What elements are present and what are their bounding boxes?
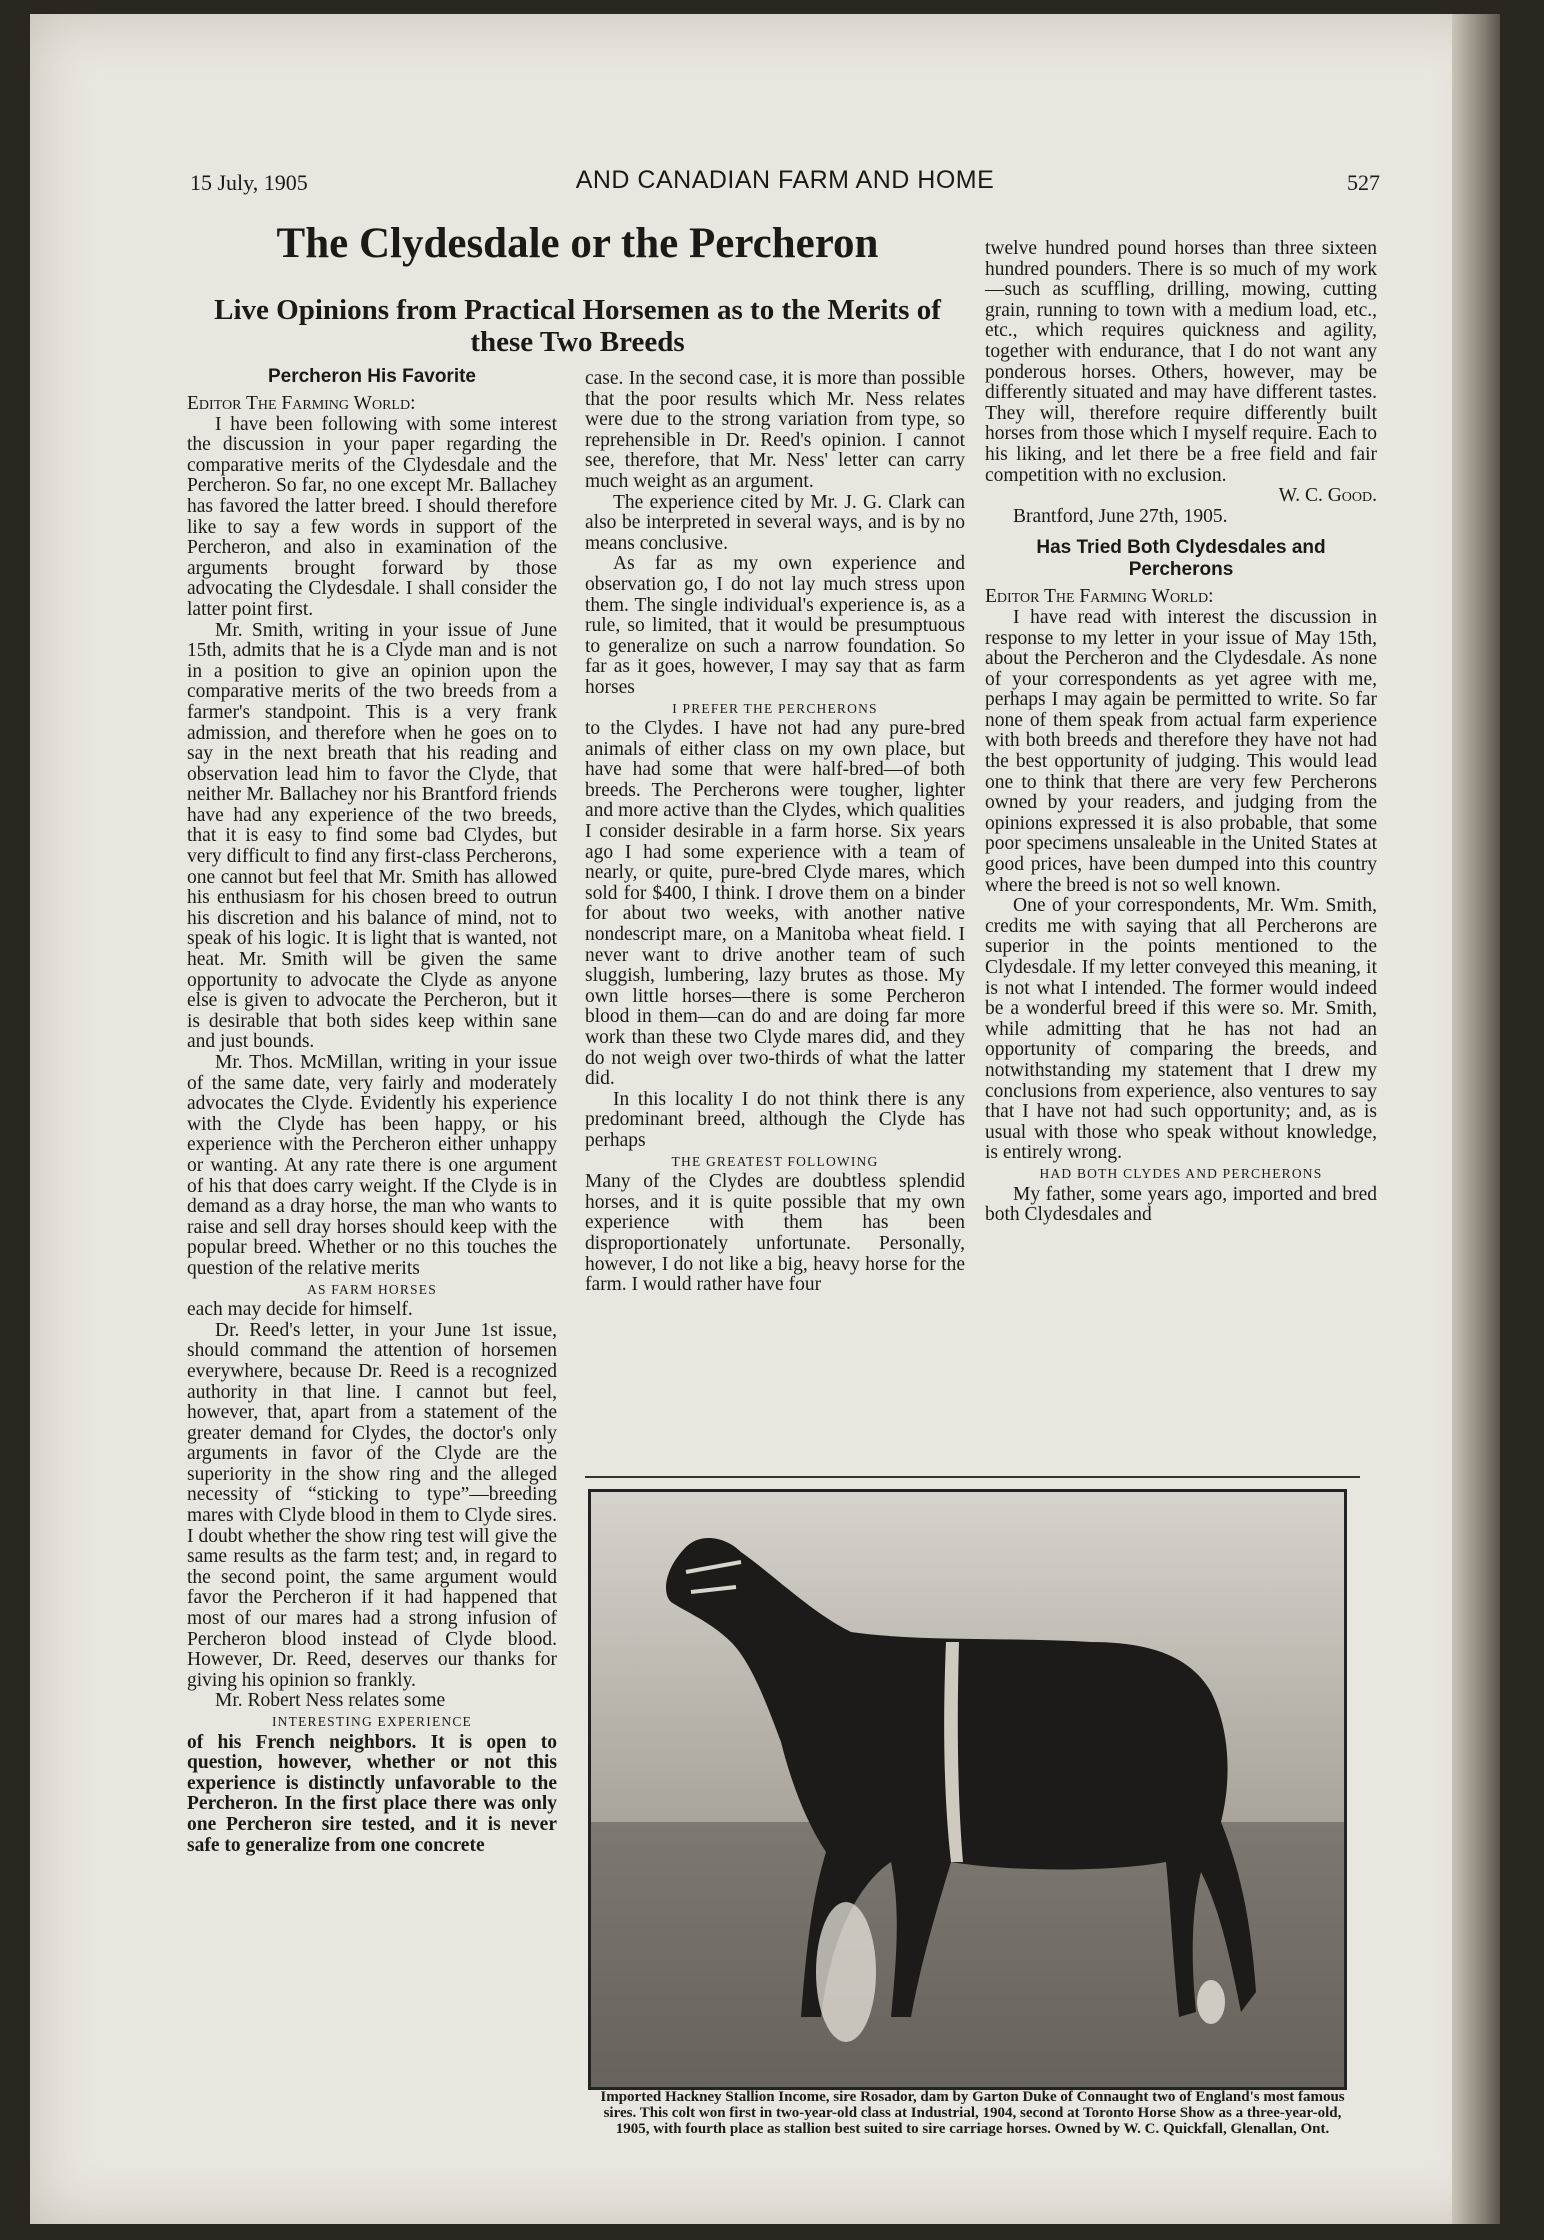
paragraph: of his French neighbors. It is open to question, however, whether or not this experience is distinctly unfavorable to the Percheron. In the first place there was only one Percheron sire tested, and it is never safe to generalize from one concrete [187,1731,557,1856]
paragraph: Mr. Smith, writing in your issue of June 15th, admits that he is a Clyde man and is not in a position to give an opinion upon the comparative merits of the two breeds from a farmer's standpoint. This is a very frank admission, and therefore when he goes on to say in the next breath that his reading and observation lead him to favor the Clyde, that neither Mr. Ballachey nor his Brantford friends have had any experience of the two breeds, that it is easy to find some bad Clydes, but very difficult to find any first-class Percherons, one cannot but feel that Mr. Smith has allowed his enthusiasm for his chosen breed to outrun his discretion and his balance of mind, not to speak of his logic. It is light that is wanted, not heat. Mr. Smith will be given the same opportunity to advocate the Clyde as anyone else is given to advocate the Percheron, but it is desirable that both sides keep within sane and just bounds. [187,619,557,1053]
letter1-editor-salutation: Editor The Farming World: [187,393,416,414]
column-3 [985,239,1377,1226]
letter2-heading: Has Tried Both Clydesdales and Percherons [1036,537,1326,581]
caps-subheading: THE GREATEST FOLLOWING [671,1153,879,1169]
paragraph: Mr. Thos. McMillan, writing in your issue of the same date, very fairly and moderately advocates the Clyde. Evidently his experience with the Clyde has been happy, or his experience with the Percheron either unhappy or wanting. At any rate there is one argument of his that does carry weight. If the Clyde is in demand as a dray horse, the man who wants to raise and sell dray horses should keep with the popular breed. Whether or no this touches the question of the relative merits [187,1052,557,1279]
letter1-heading: Percheron His Favorite [267,366,477,387]
horse-photograph [588,1489,1347,2090]
article-subtitle: Live Opinions from Practical Horsemen as to the Merits of these Two Breeds [214,294,941,358]
paragraph: One of your correspondents, Mr. Wm. Smith, credits me with saying that all Percherons are superior in the points mentioned to the Clydesdale. If my letter conveyed this meaning, it is not what I intended. The former would indeed be a wonderful breed if this were so. Mr. Smith, while admitting that he has not had an opportunity of comparing the breeds, and notwithstanding my statement that I drew my conclusions from experience, also ventures to say that I have not had such opportunity; and, as is usual with those who speak without knowledge, is entirely wrong. [985,895,1377,1164]
paragraph: Dr. Reed's letter, in your June 1st issue, should command the attention of horsemen everywhere, because Dr. Reed is a recognized authority in that line. I cannot but feel, however, that, apart from a statement of the greater demand for Clydes, the doctor's only arguments in favor of the Clyde are the superiority in the show ring and the alleged necessity of “sticking to type”—breeding mares with Clyde blood in them to Clyde sires. I doubt whether the show ring test will give the same results as the farm test; and, in regard to the second point, the same argument would favor the Percheron if it had happened that most of our mares had a strong infusion of Percheron blood instead of Clyde blood. However, Dr. Reed, deserves our thanks for giving his opinion so frankly. [187,1319,557,1691]
photo-caption: Imported Hackney Stallion Income, sire Rosador, dam by Garton Duke of Connaught two of England's most famous sires. This colt won first in two-year-old class at Industrial, 1904, second at Toronto Horse Show as a three-year-old, 1905, with fourth place as stallion best suited to sire carriage horses. Owned by W. C. Quickfall, Glenallan, Ont. [600,2089,1345,2137]
column-1 [187,362,557,1856]
paragraph: As far as my own experience and observation go, I do not lay much stress upon them. The single individual's experience is, as a rule, so limited, that it would be presumptuous to generalize on such a narrow foundation. So far as it goes, however, I may say that as farm horses [585,553,965,698]
book-spine [1452,14,1500,2224]
paragraph: In this locality I do not think there is any predominant breed, although the Clyde has perhaps [585,1088,965,1151]
paragraph: My father, some years ago, imported and bred both Clydesdales and [985,1183,1377,1226]
column-2 [585,369,965,1296]
publication-title: AND CANADIAN FARM AND HOME [575,166,995,194]
letter2-editor-salutation: Editor The Farming World: [985,586,1214,608]
caps-subheading: HAD BOTH CLYDES AND PERCHERONS [1039,1165,1323,1181]
paragraph: to the Clydes. I have not had any pure-bred animals of either class on my own place, but have had some that were half-bred—of both breeds. The Percherons were tougher, lighter and more active than the Clydes, which qualities I consider desirable in a farm horse. Six years ago I had some experience with a team of nearly, or quite, pure-bred Clyde mares, which sold for $400, I think. I drove them on a binder for about two weeks, with another native nondescript mare, on a Manitoba wheat field. I never want to drive another team of such sluggish, lumbering, lazy brutes as those. My own little horses—there is some Percheron blood in them—can do and are doing far more work than these two Clyde mares did, and they do not weigh over two-thirds of what the latter did. [585,718,965,1090]
paragraph: I have been following with some interest the discussion in your paper regarding the comparative merits of the Clydesdale and the Percheron. So far, no one except Mr. Ballachey has favored the latter breed. I should therefore like to say a few words in support of the Percheron, and also in examination of the arguments brought forward by those advocating the Clydesdale. I shall consider the latter point first. [187,413,557,620]
letter1-signature: W. C. Good. [1278,485,1377,507]
paragraph: I have read with interest the discussion in response to my letter in your issue of May 15th, about the Percheron and the Clydesdale. As none of your correspondents as yet agree with me, perhaps I may again be permitted to write. So far none of them speak from actual farm experience with both breeds and therefore they have not had the best opportunity of judging. This would lead one to think that there are very few Percherons owned by your readers, and judging from the opinions expressed it is also probable, that some poor specimens unsaleable in the United States at good prices, have been dumped into this country where the breed is not so well known. [985,606,1377,896]
paragraph: case. In the second case, it is more than possible that the poor results which Mr. Ness relates were due to the strong variation from type, so reprehensible in Dr. Reed's opinion. I cannot see, therefore, that Mr. Ness' letter can carry much weight as an argument. [585,368,965,492]
letter1-dateline: Brantford, June 27th, 1905. [1013,505,1228,527]
page-number: 527 [1347,170,1380,195]
issue-date: 15 July, 1905 [190,170,308,195]
horse-illustration [591,1492,1344,2087]
paragraph: The experience cited by Mr. J. G. Clark can also be interpreted in several ways, and is by no means conclusive. [585,491,965,554]
caps-subheading: AS FARM HORSES [307,1281,437,1297]
paragraph: Many of the Clydes are doubtless splendid horses, and it is quite possible that my own experience with them has been disproportionately unfortunate. Personally, however, I do not like a big, heavy horse for the farm. I would rather have four [585,1171,965,1296]
caps-subheading: I PREFER THE PERCHERONS [672,700,878,716]
paragraph: each may decide for himself. [187,1299,413,1321]
paragraph: twelve hundred pound horses than three sixteen hundred pounders. There is so much of my work—such as scuffling, drilling, mowing, cutting grain, running to town with a medium load, etc., etc., which requires quickness and agility, together with endurance, that I do not want any ponderous horses. Others, however, may be differently situated and may have different tastes. They will, therefore require differently built horses from those which I myself require. Each to his liking, and let there be a free field and fair competition with no exclusion. [985,238,1377,486]
article-title: The Clydesdale or the Percheron [276,220,879,267]
newspaper-page [30,14,1500,2224]
running-head [190,164,1380,204]
paragraph: Mr. Robert Ness relates some [215,1690,446,1712]
divider-rule [585,1476,1360,1478]
caps-subheading: INTERESTING EXPERIENCE [271,1714,472,1729]
